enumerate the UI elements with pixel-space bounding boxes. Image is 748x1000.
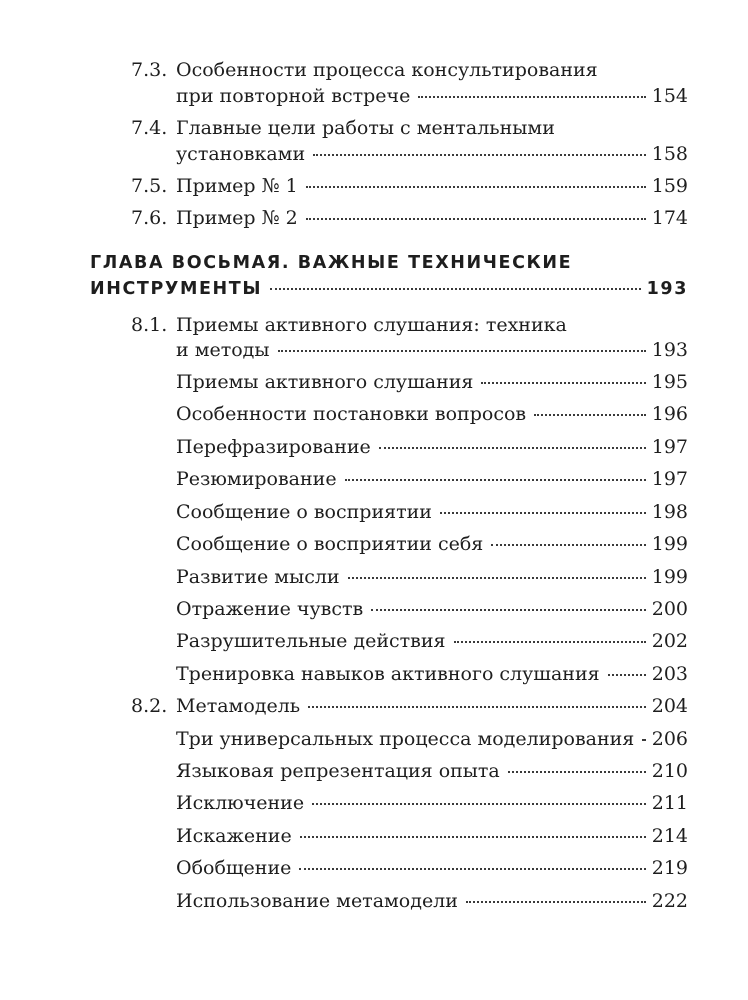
entry-leader-row: [176, 855, 688, 881]
page-number: 204: [651, 695, 688, 717]
dot-leader: [308, 696, 646, 708]
page-number: 211: [651, 792, 688, 814]
page-number: 203: [651, 663, 688, 685]
subentry-title: Особенности постановки вопросов: [176, 403, 527, 425]
chapter-title-line2: ИНСТРУМЕНТЫ: [90, 279, 263, 299]
page-number: 199: [651, 566, 688, 588]
dot-leader: [534, 404, 646, 416]
dot-leader: [418, 86, 645, 98]
dot-leader: [312, 793, 646, 805]
entry-leader-row: [176, 499, 688, 525]
dot-leader: [278, 340, 646, 352]
entry-leader-row: [176, 337, 688, 363]
page-number: 202: [651, 630, 688, 652]
dot-leader: [306, 176, 646, 188]
entry-leader-row: [176, 434, 688, 460]
entry-leader-row: [176, 693, 688, 719]
page-number: 174: [651, 207, 688, 229]
chapter-title-line1: ГЛАВА ВОСЬМАЯ. ВАЖНЫЕ ТЕХНИЧЕСКИЕ: [90, 253, 573, 273]
subentry-title: Развитие мысли: [176, 566, 340, 588]
subentry-title: Отражение чувств: [176, 598, 364, 620]
entry-leader-row: [176, 726, 688, 752]
page-number: 210: [651, 760, 688, 782]
page-number: 193: [651, 339, 688, 361]
dot-leader: [642, 729, 645, 741]
entry-leader-row: [176, 401, 688, 427]
entry-title: Метамодель: [176, 695, 301, 717]
entry-leader-row: [176, 531, 688, 557]
entry-leader-row: [176, 888, 688, 914]
page-number: 206: [651, 728, 688, 750]
entry-leader-row: [176, 205, 688, 231]
entry-leader-row: [90, 276, 688, 302]
subentry-title: Сообщение о восприятии: [176, 501, 432, 523]
page-number: 197: [651, 436, 688, 458]
entry-number: 7.5.: [131, 175, 168, 197]
subentry-title: Исключение: [176, 792, 305, 814]
subentry-title: Тренировка навыков активного слушания: [176, 663, 600, 685]
entry-title-line2: и методы: [176, 339, 270, 361]
page-number: 198: [651, 501, 688, 523]
entry-leader-row: [176, 369, 688, 395]
dot-leader: [491, 534, 645, 546]
subentry-title: Использование метамодели: [176, 890, 458, 912]
page-number: 196: [651, 403, 688, 425]
entry-number: 7.6.: [131, 207, 168, 229]
dot-leader: [306, 208, 646, 220]
entry-number: 7.4.: [131, 117, 168, 139]
dot-leader: [371, 599, 646, 611]
page-number: 222: [651, 890, 688, 912]
subentry-title: Резюмирование: [176, 468, 337, 490]
entry-leader-row: [176, 790, 688, 816]
entry-title-line1: Приемы активного слушания: техника: [176, 314, 567, 336]
dot-leader: [299, 858, 645, 870]
entry-leader-row: [176, 141, 688, 167]
entry-leader-row: [176, 466, 688, 492]
page-number: 195: [651, 371, 688, 393]
subentry-title: Сообщение о восприятии себя: [176, 533, 484, 555]
dot-leader: [348, 567, 646, 579]
page-number: 200: [651, 598, 688, 620]
entry-number: 8.2.: [131, 695, 168, 717]
entry-title-line2: при повторной встрече: [176, 85, 411, 107]
page-number: 214: [651, 825, 688, 847]
entry-number: 8.1.: [131, 314, 168, 336]
entry-leader-row: [176, 83, 688, 109]
dot-leader: [300, 826, 646, 838]
subentry-title: Языковая репрезентация опыта: [176, 760, 500, 782]
page-number: 158: [651, 143, 688, 165]
entry-title-line1: Особенности процесса консультирования: [176, 59, 598, 81]
page-number: 154: [651, 85, 688, 107]
dot-leader: [345, 469, 646, 481]
entry-leader-row: [176, 564, 688, 590]
entry-number: 7.3.: [131, 59, 168, 81]
entry-title: Пример № 1: [176, 175, 298, 197]
dot-leader: [270, 278, 641, 290]
subentry-title: Разрушительные действия: [176, 630, 446, 652]
page-number: 197: [651, 468, 688, 490]
dot-leader: [313, 144, 646, 156]
page-number: 193: [646, 279, 688, 299]
entry-leader-row: [176, 173, 688, 199]
page-number: 159: [651, 175, 688, 197]
entry-leader-row: [176, 823, 688, 849]
dot-leader: [379, 437, 646, 449]
dot-leader: [466, 891, 646, 903]
entry-leader-row: [176, 596, 688, 622]
entry-title-line2: установками: [176, 143, 306, 165]
entry-leader-row: [176, 661, 688, 687]
subentry-title: Три универсальных процесса моделирования: [176, 728, 635, 750]
subentry-title: Искажение: [176, 825, 292, 847]
dot-leader: [508, 761, 646, 773]
entry-title-line1: Главные цели работы с ментальными: [176, 117, 555, 139]
page-number: 219: [651, 857, 688, 879]
dot-leader: [608, 664, 646, 676]
subentry-title: Перефразирование: [176, 436, 371, 458]
dot-leader: [454, 631, 646, 643]
entry-leader-row: [176, 628, 688, 654]
subentry-title: Приемы активного слушания: [176, 371, 474, 393]
entry-title: Пример № 2: [176, 207, 298, 229]
dot-leader: [440, 502, 646, 514]
page-number: 199: [651, 533, 688, 555]
dot-leader: [481, 372, 645, 384]
entry-leader-row: [176, 758, 688, 784]
subentry-title: Обобщение: [176, 857, 292, 879]
